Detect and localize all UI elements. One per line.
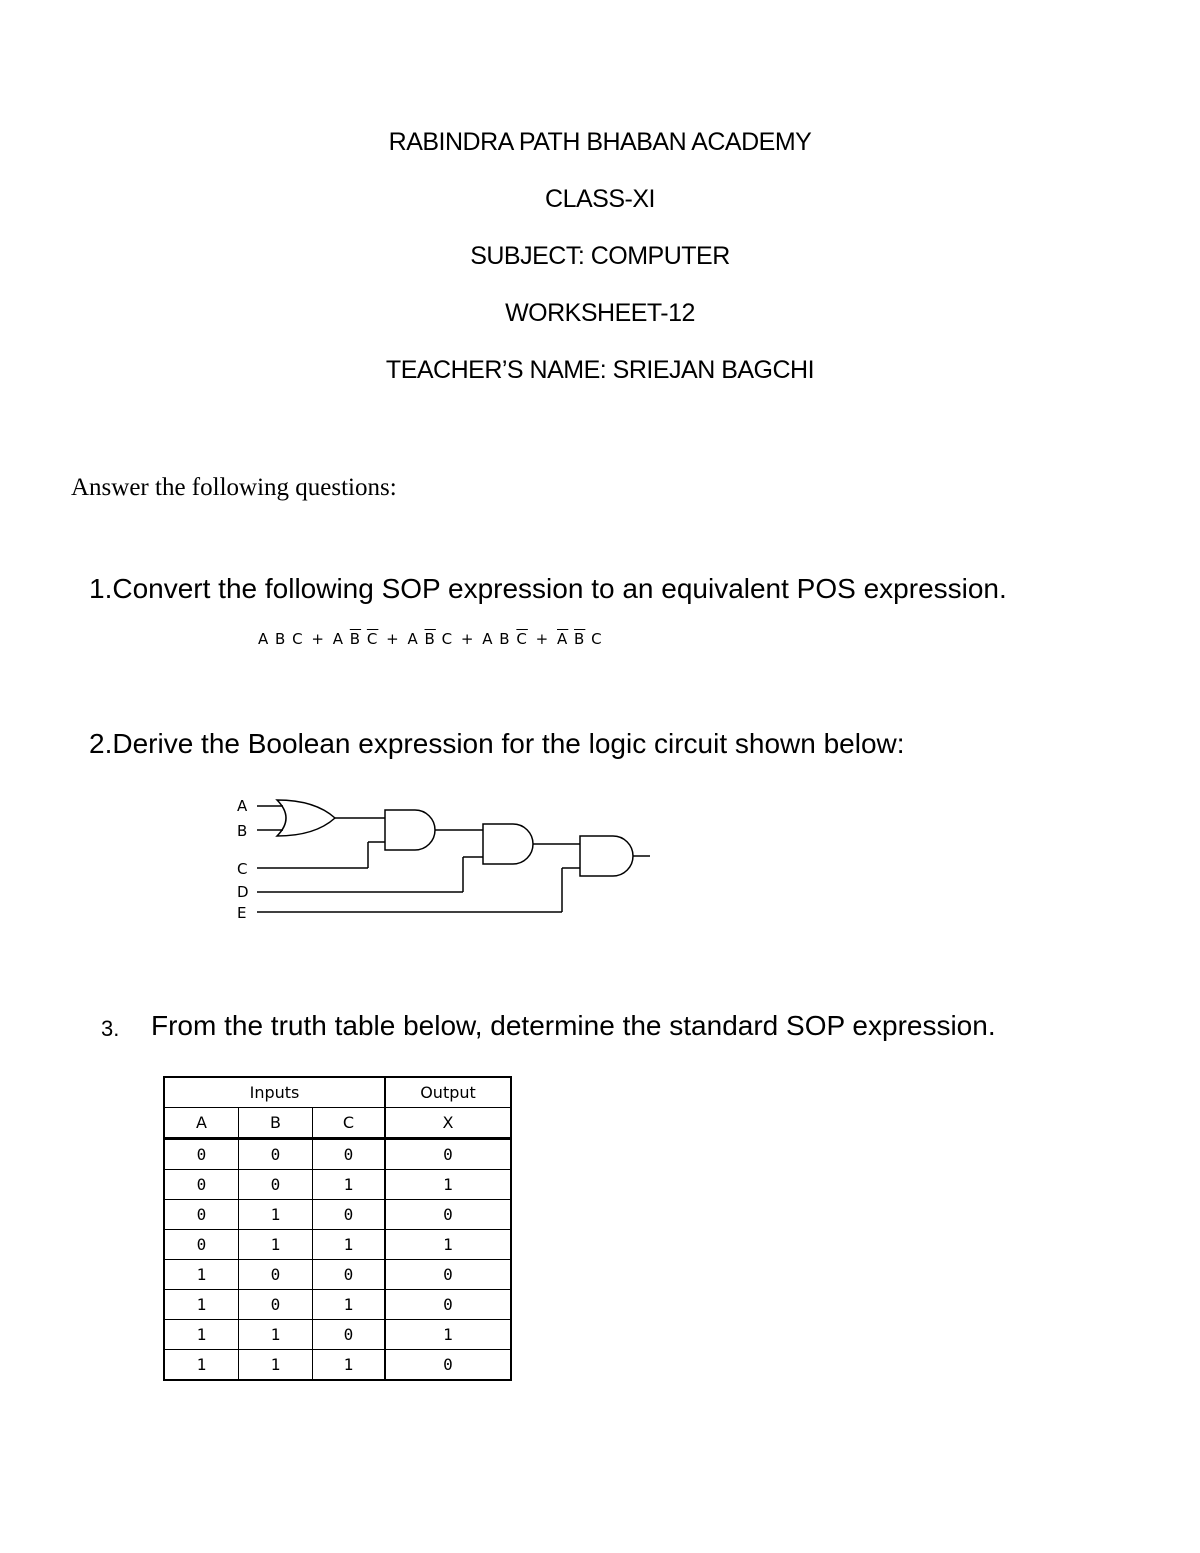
sop-literal: A	[407, 630, 419, 648]
sop-term	[482, 630, 528, 648]
and-gate-3	[580, 836, 633, 876]
inputs-group-header: Inputs	[164, 1077, 385, 1108]
table-cell: 0	[313, 1260, 386, 1290]
sop-literal: B	[275, 630, 287, 648]
sop-plus: +	[535, 630, 550, 648]
sop-term	[557, 630, 603, 648]
column-header-a: A	[164, 1108, 239, 1139]
table-row	[164, 1230, 511, 1260]
table-cell: 0	[164, 1139, 239, 1170]
table-row	[164, 1260, 511, 1290]
truth-table	[163, 1076, 512, 1381]
table-cell: 0	[239, 1139, 313, 1170]
question-2: 2.Derive the Boolean expression for the logic circuit shown below:	[89, 728, 905, 759]
table-row	[164, 1320, 511, 1350]
column-header-b: B	[239, 1108, 313, 1139]
instruction-text: Answer the following questions:	[71, 474, 397, 501]
sop-literal: A	[482, 630, 494, 648]
sop-literal: $\overline{A}$	[557, 630, 569, 648]
table-cell: 0	[385, 1260, 511, 1290]
sop-expression	[258, 630, 603, 648]
table-cell: 1	[313, 1290, 386, 1320]
sop-literal: $\overline{B}$	[574, 630, 586, 648]
table-row	[164, 1170, 511, 1200]
sop-plus: +	[460, 630, 475, 648]
school-name: RABINDRA PATH BHABAN ACADEMY	[388, 128, 812, 156]
and-gate-2	[483, 824, 533, 864]
logic-circuit-diagram	[225, 790, 665, 930]
table-cell: 1	[239, 1230, 313, 1260]
table-cell: 1	[239, 1200, 313, 1230]
input-label-e: E	[237, 904, 247, 922]
input-label-b: B	[237, 822, 248, 840]
sop-literal: A	[332, 630, 345, 648]
table-row	[164, 1350, 511, 1381]
class-label: CLASS-XI	[545, 185, 655, 213]
table-cell: 1	[239, 1350, 313, 1381]
input-label-d: D	[237, 883, 249, 901]
table-cell: 0	[164, 1230, 239, 1260]
table-cell: 0	[313, 1200, 386, 1230]
sop-literal: $\overline{C}$	[366, 630, 379, 648]
table-column-header	[164, 1108, 511, 1139]
subject-label: SUBJECT: COMPUTER	[470, 242, 730, 270]
sop-literal: C	[591, 630, 603, 648]
worksheet-label: WORKSHEET-12	[505, 299, 695, 327]
table-cell: 1	[164, 1350, 239, 1381]
table-cell: 1	[313, 1230, 386, 1260]
sop-literal: B	[499, 630, 511, 648]
table-cell: 1	[385, 1320, 511, 1350]
table-cell: 0	[385, 1139, 511, 1170]
table-group-header	[164, 1077, 511, 1108]
table-row	[164, 1139, 511, 1170]
sop-term	[333, 630, 379, 648]
column-header-c: C	[313, 1108, 386, 1139]
table-cell: 1	[385, 1170, 511, 1200]
and-gate-1	[385, 810, 435, 850]
table-cell: 0	[239, 1260, 313, 1290]
sop-literal: A	[258, 630, 270, 648]
question-3: From the truth table below, determine the standard SOP expression.	[151, 1010, 996, 1041]
question-3-number: 3.	[101, 1016, 120, 1041]
table-cell: 1	[385, 1230, 511, 1260]
table-cell: 1	[164, 1260, 239, 1290]
input-label-a: A	[237, 797, 248, 815]
sop-term	[408, 630, 454, 648]
sop-literal: $\overline{C}$	[516, 630, 528, 648]
question-1: 1.Convert the following SOP expression to an equivalent POS expression.	[89, 573, 1007, 604]
teacher-name: TEACHER’S NAME: SRIEJAN BAGCHI	[385, 356, 815, 384]
table-cell: 1	[164, 1290, 239, 1320]
table-cell: 0	[313, 1320, 386, 1350]
input-label-c: C	[237, 860, 248, 878]
sop-literal: $\overline{B}$	[424, 630, 436, 648]
table-cell: 0	[385, 1200, 511, 1230]
sop-literal: $\overline{B}$	[349, 630, 362, 648]
table-cell: 1	[313, 1170, 386, 1200]
sop-plus: +	[386, 630, 400, 648]
sop-term	[258, 630, 304, 648]
sop-literal: C	[441, 630, 454, 648]
table-cell: 0	[385, 1350, 511, 1381]
table-cell: 0	[313, 1139, 386, 1170]
column-header-x: X	[385, 1108, 511, 1139]
table-cell: 0	[239, 1170, 313, 1200]
output-group-header: Output	[385, 1077, 511, 1108]
sop-plus: +	[311, 630, 325, 648]
table-cell: 0	[385, 1290, 511, 1320]
table-cell: 1	[164, 1320, 239, 1350]
table-cell: 1	[313, 1350, 386, 1381]
table-cell: 0	[239, 1290, 313, 1320]
table-row	[164, 1200, 511, 1230]
table-cell: 1	[239, 1320, 313, 1350]
table-row	[164, 1290, 511, 1320]
table-cell: 0	[164, 1170, 239, 1200]
sop-literal: C	[292, 630, 304, 648]
table-cell: 0	[164, 1200, 239, 1230]
or-gate	[277, 800, 335, 836]
